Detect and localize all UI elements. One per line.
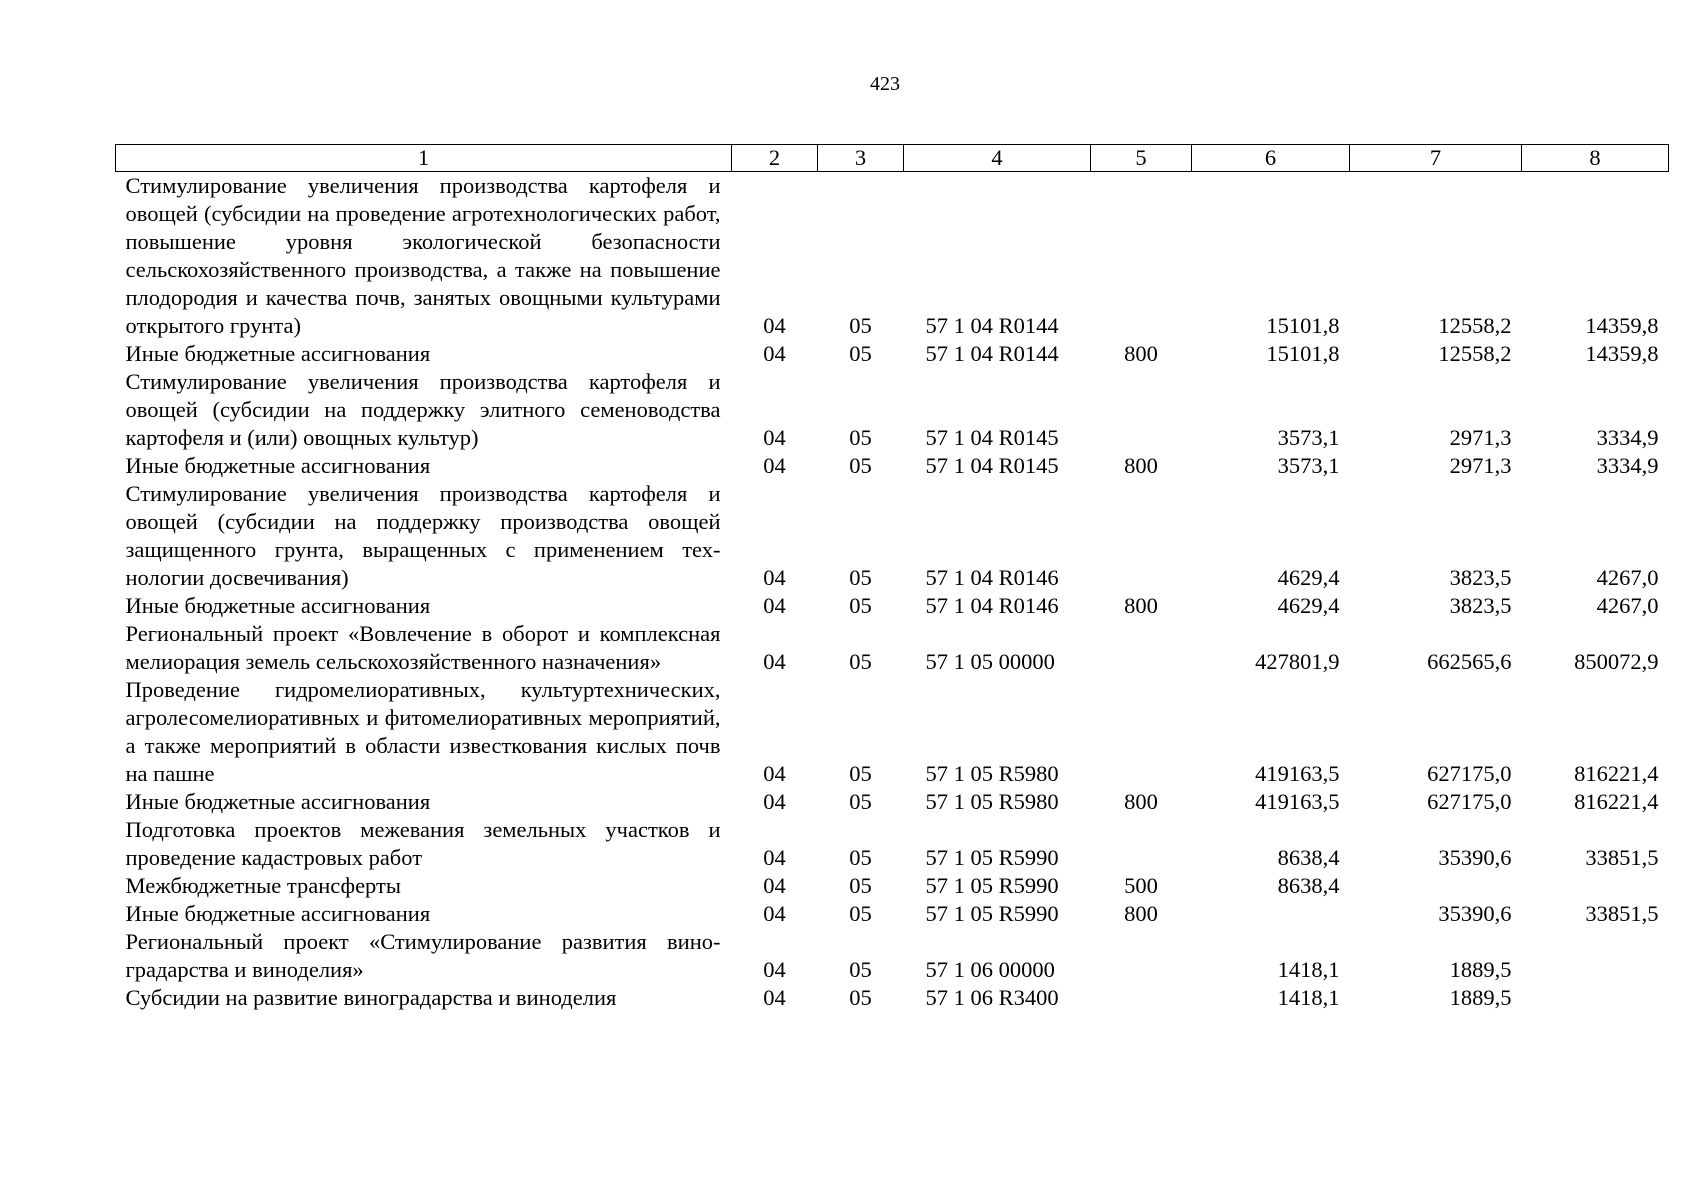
amount-col-6: 4629,4 [1277,593,1340,618]
section-code: 04 [763,425,786,450]
target-item-code: 57 1 04 R0146 [925,593,1059,618]
amount-col-6: 419163,5 [1255,789,1340,814]
amount-col-7: 2971,3 [1449,425,1512,450]
amount-col-8 [1522,984,1669,1012]
amount-col-8: 14359,8 [1585,313,1659,338]
section-code: 04 [763,985,786,1010]
expense-type-code [1091,368,1192,452]
target-item-code: 57 1 04 R0144 [925,341,1059,366]
table-header [116,145,1669,172]
row-name: Стимулирование увеличения производства картофеля и овощей (субсидии на поддержку производства овощей защищенного грунта, выращенных с применением технологии досвечивания) [125,481,721,590]
amount-col-6: 419163,5 [1255,761,1340,786]
expense-type-code [1091,676,1192,788]
subsection-code: 05 [849,957,872,982]
expense-type-code [1091,172,1192,341]
expense-type-code: 800 [1124,341,1158,366]
subsection-code: 05 [849,845,872,870]
amount-col-6: 3573,1 [1277,425,1340,450]
amount-col-8: 816221,4 [1574,761,1659,786]
subsection-code: 05 [849,453,872,478]
target-item-code: 57 1 05 R5990 [925,901,1059,926]
amount-col-8: 33851,5 [1585,901,1659,926]
amount-col-7: 12558,2 [1438,313,1512,338]
subsection-code: 05 [849,593,872,618]
expense-type-code: 800 [1124,453,1158,478]
row-name: Региональный проект «Стимулирование развития виноградарства и виноделия» [125,929,721,982]
expense-type-code: 800 [1124,593,1158,618]
section-code: 04 [763,901,786,926]
subsection-code: 05 [849,789,872,814]
table-row [116,928,1669,984]
amount-col-6: 15101,8 [1266,341,1340,366]
target-item-code: 57 1 05 R5990 [925,845,1059,870]
table-row [116,368,1669,452]
column-header: 7 [1350,145,1522,172]
target-item-code: 57 1 05 R5980 [925,761,1059,786]
subsection-code: 05 [849,565,872,590]
row-name: Проведение гидромелиоративных, культуртехнических, агролесомелиоративных и фитомелиоративных мероприятий, а также мероприятий в области известкования кислых почв на пашне [125,677,721,786]
target-item-code: 57 1 04 R0144 [925,313,1059,338]
target-item-code: 57 1 05 R5990 [925,873,1059,898]
row-name: Подготовка проектов межевания земельных участков и проведение кадастровых работ [125,817,721,870]
header-row [116,145,1669,172]
amount-col-7: 627175,0 [1427,789,1512,814]
amount-col-6: 8638,4 [1277,845,1340,870]
target-item-code: 57 1 04 R0145 [925,425,1059,450]
column-header: 3 [818,145,904,172]
table-row [116,676,1669,788]
column-header: 5 [1091,145,1192,172]
subsection-code: 05 [849,985,872,1010]
amount-col-7: 1889,5 [1449,985,1512,1010]
amount-col-6: 8638,4 [1277,873,1340,898]
amount-col-8: 4267,0 [1596,565,1659,590]
section-code: 04 [763,845,786,870]
section-code: 04 [763,957,786,982]
amount-col-6: 1418,1 [1277,985,1340,1010]
table-row [116,592,1669,620]
subsection-code: 05 [849,761,872,786]
page-number: 423 [870,73,900,95]
section-code: 04 [763,313,786,338]
expense-type-code [1091,816,1192,872]
subsection-code: 05 [849,901,872,926]
subsection-code: 05 [849,873,872,898]
table-row [116,340,1669,368]
amount-col-8: 816221,4 [1574,789,1659,814]
section-code: 04 [763,593,786,618]
row-name: Субсидии на развитие виноградарства и виноделия [125,985,617,1010]
row-name: Межбюджетные трансферты [125,873,401,898]
table-row [116,900,1669,928]
row-name: Иные бюджетные ассигнования [125,453,431,478]
subsection-code: 05 [849,425,872,450]
target-item-code: 57 1 05 00000 [925,649,1055,674]
subsection-code: 05 [849,649,872,674]
row-name: Иные бюджетные ассигнования [125,593,431,618]
row-name: Иные бюджетные ассигнования [125,341,431,366]
row-name: Иные бюджетные ассигнования [125,789,431,814]
table-row [116,172,1669,341]
amount-col-7: 627175,0 [1427,761,1512,786]
expense-type-code: 800 [1124,789,1158,814]
row-name: Стимулирование увеличения производства картофеля и овощей (субсидии на проведение агротехнологических работ, повышение уровня экологической безопасности сельскохозяйственного производства, а также на повышение плодородия и качества почв, занятых овощными культурами открытого грунта) [125,173,721,338]
section-code: 04 [763,341,786,366]
table-row [116,788,1669,816]
amount-col-8 [1522,872,1669,900]
column-header: 2 [732,145,818,172]
amount-col-8: 33851,5 [1585,845,1659,870]
table-row [116,620,1669,676]
row-name: Иные бюджетные ассигнования [125,901,431,926]
amount-col-7: 662565,6 [1427,649,1512,674]
amount-col-7: 3823,5 [1449,593,1512,618]
amount-col-6: 427801,9 [1255,649,1340,674]
column-header: 6 [1192,145,1350,172]
table-row [116,816,1669,872]
table-body [116,172,1669,1013]
amount-col-8: 850072,9 [1574,649,1659,674]
section-code: 04 [763,453,786,478]
expense-type-code [1091,984,1192,1012]
section-code: 04 [763,789,786,814]
expense-type-code [1091,480,1192,592]
section-code: 04 [763,565,786,590]
amount-col-7: 3823,5 [1449,565,1512,590]
target-item-code: 57 1 04 R0146 [925,565,1059,590]
target-item-code: 57 1 06 00000 [925,957,1055,982]
amount-col-7: 1889,5 [1449,957,1512,982]
amount-col-6: 4629,4 [1277,565,1340,590]
table-row [116,872,1669,900]
row-name: Региональный проект «Вовлечение в оборот и комплексная мелиорация земель сельскохозяйственного назначения» [125,621,721,674]
column-header: 1 [116,145,732,172]
amount-col-8: 3334,9 [1596,453,1659,478]
column-header: 8 [1522,145,1669,172]
amount-col-8: 4267,0 [1596,593,1659,618]
amount-col-6: 15101,8 [1266,313,1340,338]
subsection-code: 05 [849,341,872,366]
section-code: 04 [763,761,786,786]
target-item-code: 57 1 05 R5980 [925,789,1059,814]
table-row [116,452,1669,480]
amount-col-8: 14359,8 [1585,341,1659,366]
amount-col-6: 1418,1 [1277,957,1340,982]
target-item-code: 57 1 04 R0145 [925,453,1059,478]
amount-col-6 [1192,900,1350,928]
expense-type-code: 500 [1124,873,1158,898]
section-code: 04 [763,873,786,898]
table-row [116,984,1669,1012]
amount-col-7: 12558,2 [1438,341,1512,366]
table-row [116,480,1669,592]
expense-type-code [1091,928,1192,984]
expense-type-code: 800 [1124,901,1158,926]
expense-type-code [1091,620,1192,676]
subsection-code: 05 [849,313,872,338]
amount-col-7 [1350,872,1522,900]
amount-col-7: 35390,6 [1438,845,1512,870]
amount-col-8: 3334,9 [1596,425,1659,450]
amount-col-6: 3573,1 [1277,453,1340,478]
row-name: Стимулирование увеличения производства картофеля и овощей (субсидии на поддержку элитного семеноводства картофеля и (или) овощных культур) [125,369,721,450]
section-code: 04 [763,649,786,674]
amount-col-7: 2971,3 [1449,453,1512,478]
target-item-code: 57 1 06 R3400 [925,985,1059,1010]
amount-col-8 [1522,928,1669,984]
budget-table [115,144,1669,1012]
column-header: 4 [904,145,1091,172]
amount-col-7: 35390,6 [1438,901,1512,926]
